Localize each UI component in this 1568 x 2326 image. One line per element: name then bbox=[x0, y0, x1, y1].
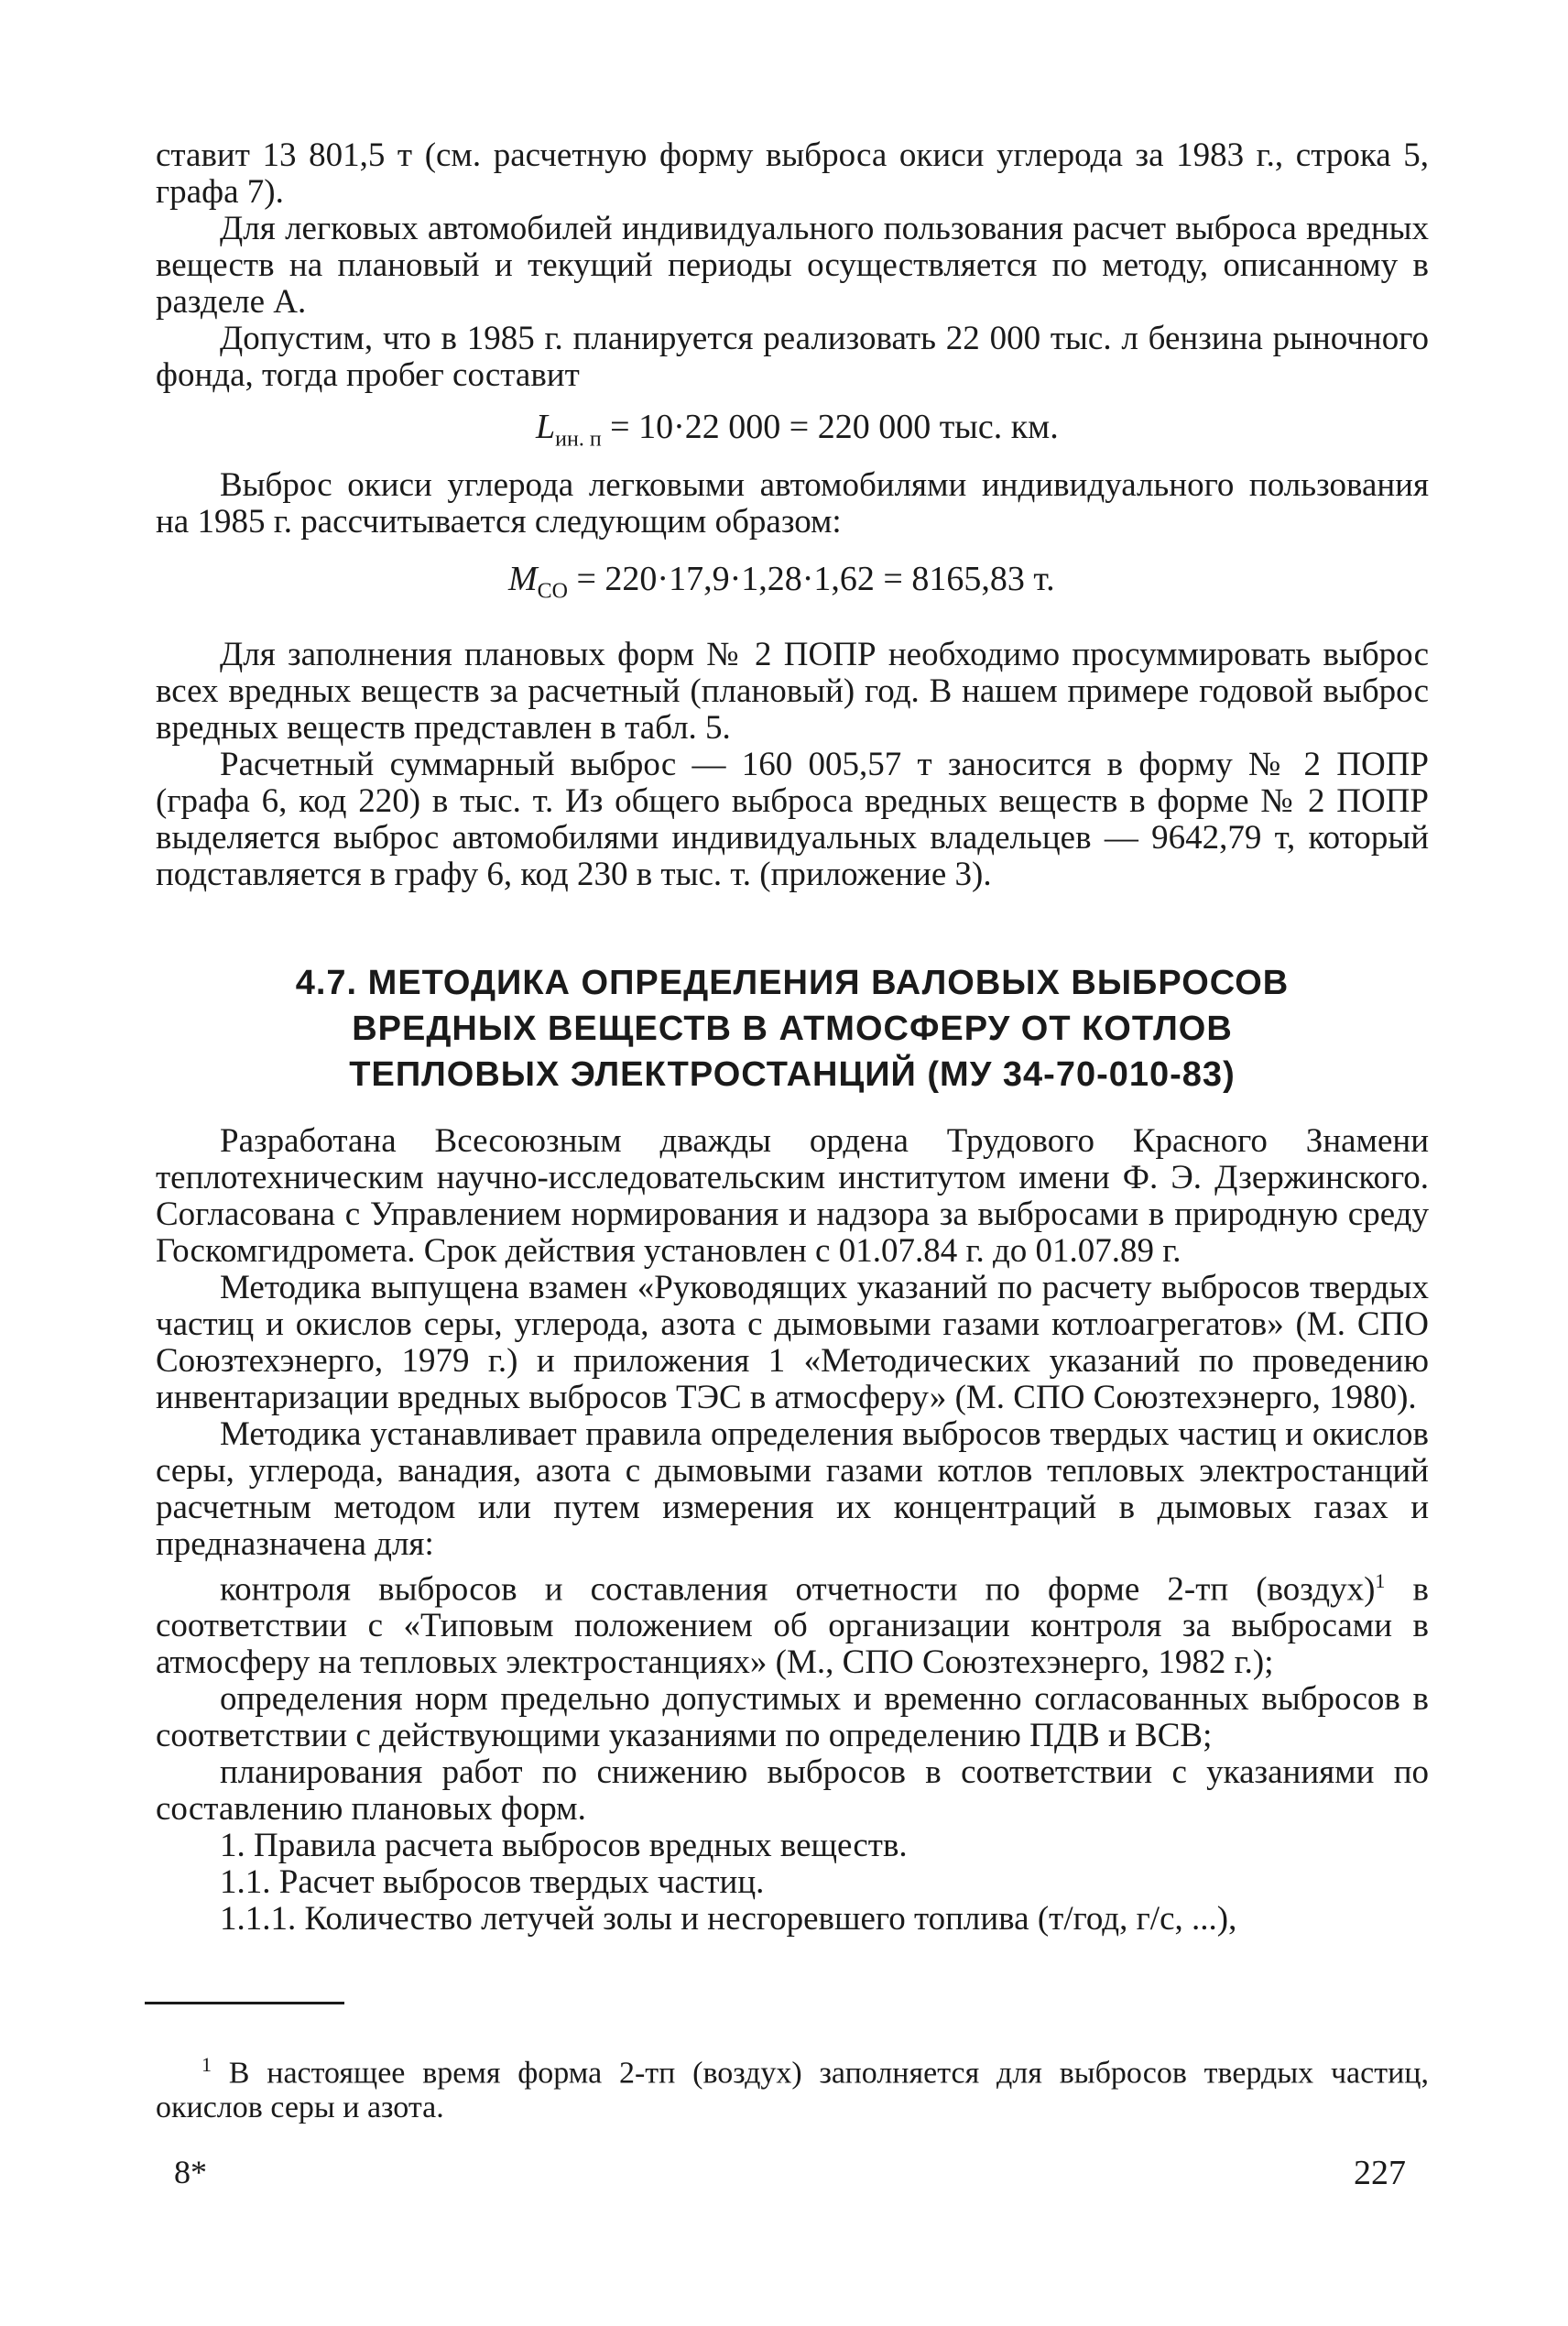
section-heading bbox=[156, 960, 1429, 1097]
footnote-divider bbox=[145, 2002, 344, 2004]
formula-mileage bbox=[536, 409, 1059, 458]
footnote bbox=[156, 2048, 1429, 2125]
paragraph-gasoline-assumption: Допустим, что в 1985 г. планируется реализовать 22 000 тыс. л бензина рыночного фонда, тогда пробег составит bbox=[156, 320, 1429, 394]
formula-mileage-expression: = 10·22 000 = 220 000 тыс. км. bbox=[601, 408, 1059, 446]
purpose-control-text-cont: в соответствии с «Типовым положением об организации контроля за выбросами в атмосферу на тепловых электростанциях» (М., СПО Союзтехэнерго, 1982 г.); bbox=[156, 1570, 1429, 1682]
signature-mark: 8* bbox=[174, 2154, 207, 2190]
paragraph-passenger-cars: Для легковых автомобилей индивидуального пользования расчет выброса вредных веществ на плановый и текущий периоды осуществляется по методу, описанному в разделе А. bbox=[156, 210, 1429, 321]
footnote-text: В настоящее время форма 2-тп (воздух) заполняется для выбросов твердых частиц, окислов серы и азота. bbox=[156, 2056, 1429, 2125]
planning-text-block bbox=[156, 637, 1429, 893]
paragraph-purpose-norms: определения норм предельно допустимых и временно согласованных выбросов в соответствии с действующими указаниями по определению ПДВ и ВСВ; bbox=[156, 1680, 1429, 1755]
purpose-control-text: контроля выбросов и составления отчетности по форме 2-тп (воздух) bbox=[220, 1570, 1376, 1609]
formula-co-emission bbox=[508, 561, 1055, 610]
paragraph-rule-1-1: 1.1. Расчет выбросов твердых частиц. bbox=[220, 1863, 765, 1902]
formula-mileage-symbol: L bbox=[536, 408, 556, 446]
paragraph-planning-forms: Для заполнения плановых форм № 2 ПОПР необходимо просуммировать выброс всех вредных веществ за расчетный (плановый) год. В нашем примере годовой выброс вредных веществ представлен в табл. 5. bbox=[156, 636, 1429, 747]
paragraph-co-emission: Выброс окиси углерода легковыми автомобилями индивидуального пользования на 1985 г. рассчитывается следующим образом: bbox=[156, 466, 1429, 541]
paragraph-replaces: Методика выпущена взамен «Руководящих указаний по расчету выбросов твердых частиц и окислов серы, углерода, азота с дымовыми газами котлоагрегатов» (М. СПО Союзтехэнерго, 1979 г.) и приложения 1 «Методических указаний по проведению инвентаризации вредных выбросов ТЭС в атмосферу» (М. СПО Союзтехэнерго, 1980). bbox=[156, 1269, 1429, 1416]
paragraph-total-emission: Расчетный суммарный выброс — 160 005,57 т заносится в форму № 2 ПОПР (графа 6, код 220) в тыс. т. Из общего выброса вредных веществ в форме № 2 ПОПР выделяется выброс автомобилями индивидуальных владельцев — 9642,79 т, который подставляется в графу 6, код 230 в тыс. т. (приложение 3). bbox=[156, 746, 1429, 893]
formula-co-expression: = 220·17,9·1,28·1,62 = 8165,83 т. bbox=[568, 560, 1055, 598]
co-emission-text-block bbox=[156, 467, 1429, 541]
formula-co-symbol: M bbox=[508, 560, 538, 598]
page-number: 227 bbox=[1354, 2154, 1406, 2192]
paragraph-developed-by: Разработана Всесоюзным дважды ордена Трудового Красного Знамени теплотехническим научно-исследовательским институтом имени Ф. Э. Дзержинского. Согласована с Управлением нормирования и надзора за выбросами в природную среду Госкомгидромета. Срок действия установлен с 01.07.84 г. до 01.07.89 г. bbox=[156, 1122, 1429, 1270]
section-heading-line-1: 4.7. МЕТОДИКА ОПРЕДЕЛЕНИЯ ВАЛОВЫХ ВЫБРОСОВ bbox=[295, 964, 1290, 1002]
paragraph-purpose-planning: планирования работ по снижению выбросов в соответствии с указаниями по составлению плановых форм. bbox=[156, 1753, 1429, 1829]
footnote-mark: 1 bbox=[201, 2053, 212, 2076]
section-heading-line-2: ВРЕДНЫХ ВЕЩЕСТВ В АТМОСФЕРУ ОТ КОТЛОВ bbox=[352, 1010, 1233, 1048]
paragraph-rule-1-1-1: 1.1.1. Количество летучей золы и несгоревшего топлива (т/год, г/с, ...), bbox=[220, 1900, 1237, 1938]
section-heading-line-3: ТЕПЛОВЫХ ЭЛЕКТРОСТАНЦИЙ (МУ 34-70-010-83) bbox=[349, 1055, 1236, 1094]
paragraph-rules: Методика устанавливает правила определения выбросов твердых частиц и окислов серы, углерода, ванадия, азота с дымовыми газами котлов тепловых электростанций расчетным методом или путем измерения их концентраций в дымовых газах и предназначена для: bbox=[156, 1415, 1429, 1563]
formula-mileage-subscript: ин. п bbox=[555, 427, 602, 452]
method-text-block bbox=[156, 1123, 1429, 1938]
top-text-block bbox=[156, 137, 1429, 394]
paragraph-purpose-control bbox=[156, 1563, 1429, 1681]
footnote-reference: 1 bbox=[1375, 1569, 1386, 1592]
paragraph-rule-1: 1. Правила расчета выбросов вредных веществ. bbox=[220, 1827, 908, 1865]
paragraph-continuation: ставит 13 801,5 т (см. расчетную форму выброса окиси углерода за 1983 г., строка 5, графа 7). bbox=[156, 137, 1429, 211]
formula-co-subscript: CO bbox=[537, 579, 568, 604]
